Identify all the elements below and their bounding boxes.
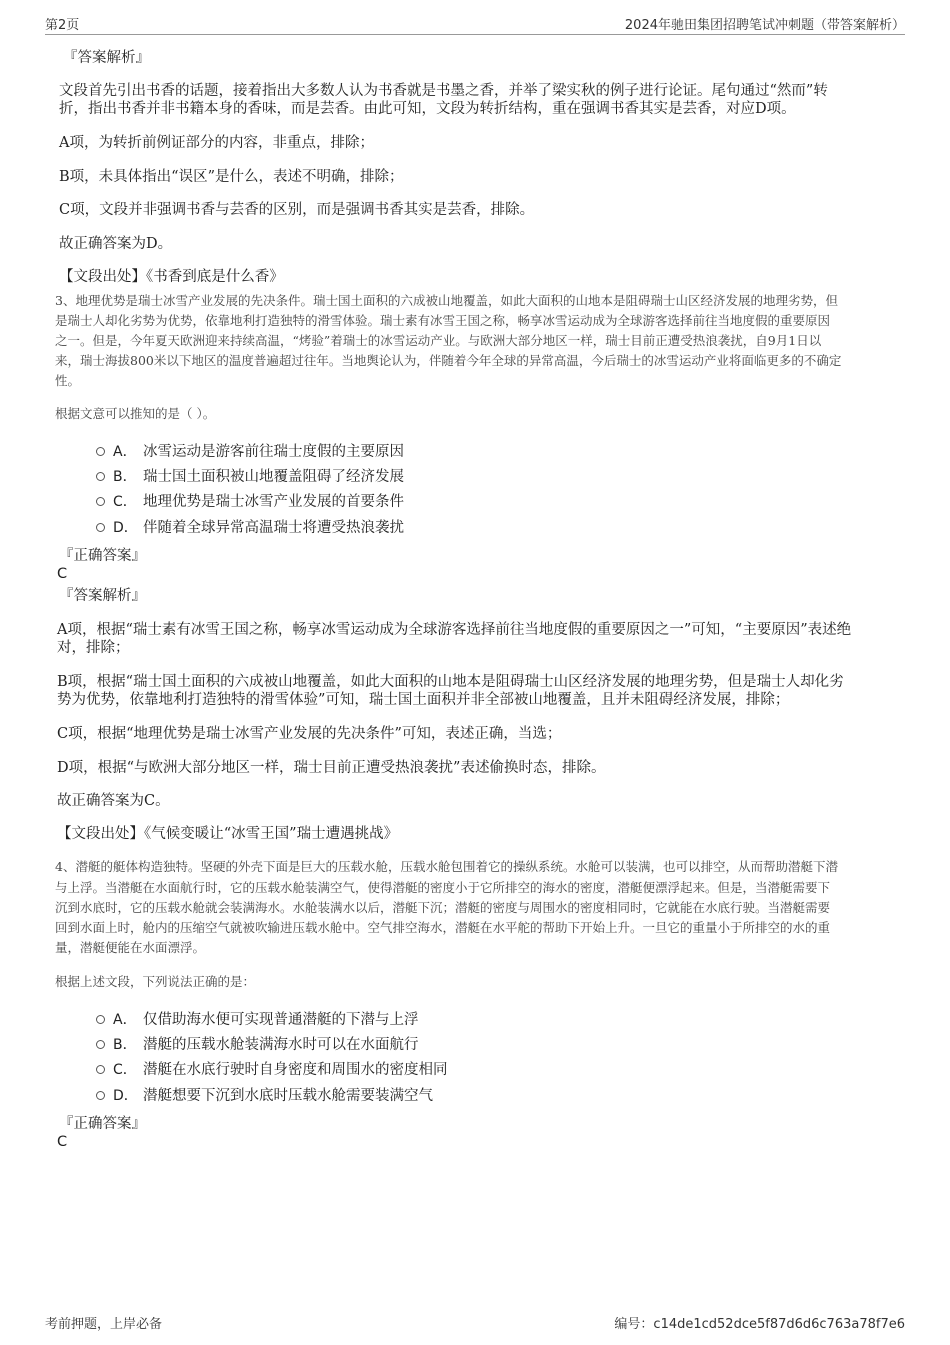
q3-analysis-d: D项，根据“与欧洲大部分地区一样，瑞士目前正遭受热浪袭扰”表述偷换时态，排除。 — [57, 760, 606, 776]
q2-analysis-title: 『答案解析』 — [63, 50, 150, 66]
q3-analysis-title: 『答案解析』 — [59, 588, 146, 604]
q3-answer: C — [57, 566, 68, 582]
radio-icon[interactable] — [96, 497, 105, 506]
page-number: 第2页 — [45, 18, 80, 33]
q4-text-line: 沉到水底时，它的压载水舱就会装满海水。水舱装满水以后，潜艇下沉；潜艇的密度与周围水的密度相同时，它就能在水底行驶。当潜艇需要 — [55, 900, 831, 915]
q2-source: 【文段出处】《书香到底是什么香》 — [59, 269, 284, 285]
q3-conclusion: 故正确答案为C。 — [57, 793, 170, 809]
q4-text-line: 量，潜艇便能在水面漂浮。 — [55, 940, 206, 955]
radio-icon[interactable] — [96, 1091, 105, 1100]
q2-analysis-line2: 折，指出书香并非书籍本身的香味，而是芸香。由此可知，文段为转折结构，重在强调书香其实是芸香，对应D项。 — [59, 101, 796, 117]
q4-question: 根据上述文段，下列说法正确的是： — [55, 974, 256, 989]
q3-question: 根据文意可以推知的是（ ）。 — [55, 406, 216, 421]
q4-text-line: 回到水面上时，舱内的压缩空气就被吹输进压载水舱中。空气排空海水，潜艇在水平舵的帮助下开始上升。一旦它的重量小于所排空的水的重 — [55, 920, 831, 935]
q3-analysis-b-line1: B项，根据“瑞士国土面积的六成被山地覆盖，如此大面积的山地本是阻碍瑞士山区经济发展的地理劣势，但是瑞士人却化劣 — [57, 674, 844, 690]
q3-text-line: 之一。但是，今年夏天欧洲迎来持续高温，“烤验”着瑞士的冰雪运动产业。与欧洲大部分地区一样，瑞士目前正遭受热浪袭扰，自9月1日以 — [55, 333, 822, 348]
q2-item-c: C项，文段并非强调书香与芸香的区别，而是强调书香其实是芸香，排除。 — [59, 202, 535, 218]
q3-answer-title: 『正确答案』 — [59, 548, 146, 564]
q4-answer: C — [57, 1134, 68, 1150]
document-title: 2024年驰田集团招聘笔试冲刺题（带答案解析） — [624, 18, 905, 33]
q4-answer-title: 『正确答案』 — [59, 1116, 146, 1132]
q4-option-b[interactable]: B． 潜艇的压载水舱装满海水时可以在水面航行 — [96, 1036, 419, 1054]
q2-conclusion: 故正确答案为D。 — [59, 236, 173, 252]
q3-analysis-b-line2: 势为优势，依靠地利打造独特的滑雪体验”可知，瑞士国土面积并非全部被山地覆盖，且并未阻碍经济发展，排除； — [57, 692, 790, 708]
q3-analysis-c: C项，根据“地理优势是瑞士冰雪产业发展的先决条件”可知，表述正确，当选； — [57, 726, 562, 742]
q3-analysis-a-line2: 对，排除； — [57, 640, 130, 656]
radio-icon[interactable] — [96, 523, 105, 532]
q4-option-a[interactable]: A． 仅借助海水便可实现普通潜艇的下潜与上浮 — [96, 1011, 419, 1029]
q4-text-line: 4、潜艇的艇体构造独特。坚硬的外壳下面是巨大的压载水舱，压载水舱包围着它的操纵系统。水舱可以装满，也可以排空，从而帮助潜艇下潜 — [55, 859, 838, 874]
q3-text-line: 来，瑞士海拔800米以下地区的温度普遍超过往年。当地舆论认为，伴随着今年全球的异常高温，今后瑞士的冰雪运动产业将面临更多的不确定 — [55, 353, 842, 368]
q3-text-line: 性。 — [55, 373, 81, 388]
q2-analysis-line1: 文段首先引出书香的话题，接着指出大多数人认为书香就是书墨之香，并举了梁实秋的例子进行论证。尾句通过“然而”转 — [59, 83, 828, 99]
radio-icon[interactable] — [96, 1065, 105, 1074]
q3-option-c[interactable]: C． 地理优势是瑞士冰雪产业发展的首要条件 — [96, 493, 404, 511]
radio-icon[interactable] — [96, 472, 105, 481]
q3-source: 【文段出处】《气候变暖让“冰雪王国”瑞士遭遇挑战》 — [57, 826, 399, 842]
radio-icon[interactable] — [96, 1040, 105, 1049]
q2-item-b: B项，未具体指出“误区”是什么，表述不明确，排除； — [59, 169, 404, 185]
q3-text-line: 是瑞士人却化劣势为优势，依靠地利打造独特的滑雪体验。瑞士素有冰雪王国之称，畅享冰雪运动成为全球游客选择前往当地度假的重要原因 — [55, 313, 831, 328]
q4-option-c[interactable]: C． 潜艇在水底行驶时自身密度和周围水的密度相同 — [96, 1061, 448, 1079]
q4-option-d[interactable]: D． 潜艇想要下沉到水底时压载水舱需要装满空气 — [96, 1087, 433, 1105]
radio-icon[interactable] — [96, 1015, 105, 1024]
q3-analysis-a-line1: A项，根据“瑞士素有冰雪王国之称，畅享冰雪运动成为全球游客选择前往当地度假的重要原因之一”可知，“主要原因”表述绝 — [57, 622, 852, 638]
q2-item-a: A项，为转折前例证部分的内容，非重点，排除； — [59, 135, 374, 151]
footer-slogan: 考前押题，上岸必备 — [45, 1317, 163, 1332]
q3-option-b[interactable]: B． 瑞士国土面积被山地覆盖阻碍了经济发展 — [96, 468, 404, 486]
q3-text-line: 3、地理优势是瑞士冰雪产业发展的先决条件。瑞士国土面积的六成被山地覆盖，如此大面积的山地本是阻碍瑞士山区经济发展的地理劣势，但 — [55, 293, 838, 308]
q3-option-a[interactable]: A． 冰雪运动是游客前往瑞士度假的主要原因 — [96, 443, 404, 461]
radio-icon[interactable] — [96, 447, 105, 456]
document-code: 编号：c14de1cd52dce5f87d6d6c763a78f7e6 — [614, 1317, 905, 1332]
q3-option-d[interactable]: D． 伴随着全球异常高温瑞士将遭受热浪袭扰 — [96, 519, 404, 537]
page-header — [45, 12, 905, 35]
q4-text-line: 与上浮。当潜艇在水面航行时，它的压载水舱装满空气，使得潜艇的密度小于它所排空的海水的密度，潜艇便漂浮起来。但是，当潜艇需要下 — [55, 880, 831, 895]
